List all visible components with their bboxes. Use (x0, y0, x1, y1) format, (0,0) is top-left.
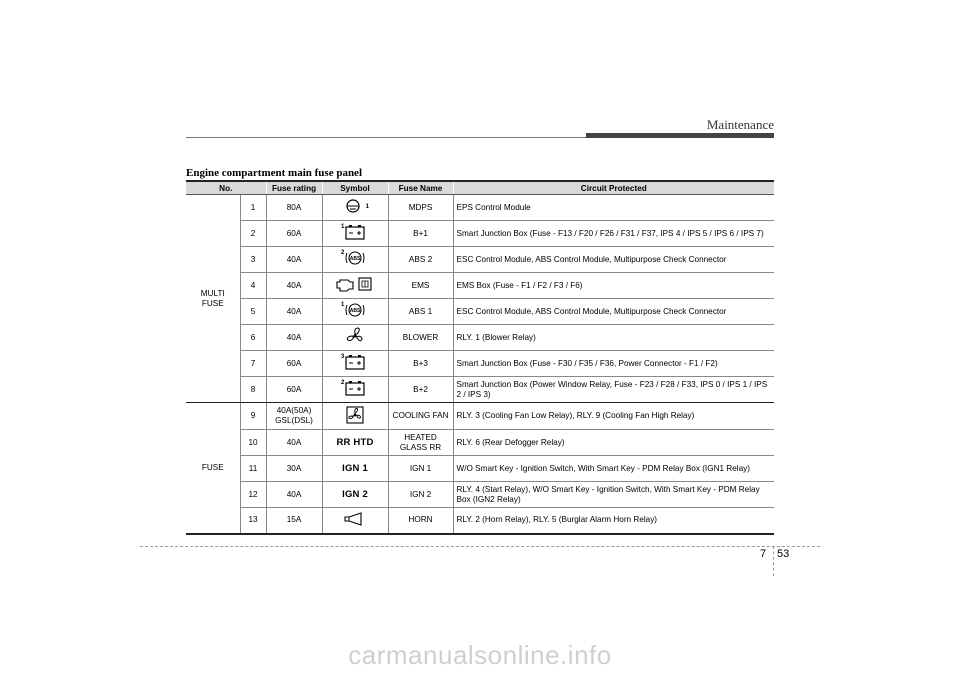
table-row (186, 430, 774, 456)
battery-icon (341, 354, 366, 370)
table-row (186, 325, 774, 351)
fuse-no: 10 (240, 430, 266, 456)
fuse-name: B+2 (388, 377, 453, 403)
table-row (186, 299, 774, 325)
horn-icon (342, 511, 368, 527)
fuse-rating: 40A(50A) GSL(DSL) (266, 403, 322, 430)
fuse-rating: 80A (266, 195, 322, 221)
symbol-superscript: 3 (341, 354, 345, 360)
engine-icon (335, 276, 375, 292)
symbol-superscript: 1 (341, 302, 345, 308)
fuse-symbol (322, 508, 388, 534)
table-row (186, 221, 774, 247)
fuse-name: HORN (388, 508, 453, 534)
fuse-rating: 60A (266, 377, 322, 403)
fuse-no: 12 (240, 482, 266, 508)
fuse-rating: 60A (266, 351, 322, 377)
fuse-no: 11 (240, 456, 266, 482)
fuse-no: 4 (240, 273, 266, 299)
table-header-row (186, 181, 774, 195)
circuit-protected: Smart Junction Box (Fuse - F30 / F35 / F36, Power Connector - F1 / F2) (453, 351, 774, 377)
fuse-name: IGN 2 (388, 482, 453, 508)
table-row (186, 195, 774, 221)
fuse-rating: 40A (266, 299, 322, 325)
svg-text:ABS: ABS (349, 256, 361, 262)
fuse-symbol (322, 456, 388, 482)
table-row (186, 377, 774, 403)
fuse-symbol (322, 273, 388, 299)
fuse-name: B+3 (388, 351, 453, 377)
fuse-rating: 15A (266, 508, 322, 534)
fuse-no: 13 (240, 508, 266, 534)
fuse-rating: 40A (266, 482, 322, 508)
fuse-symbol (322, 403, 388, 430)
circuit-protected: Smart Junction Box (Power Window Relay, Fuse - F23 / F28 / F33, IPS 0 / IPS 1 / IPS 2 / IPS 3) (453, 377, 774, 403)
fuse-name: ABS 1 (388, 299, 453, 325)
fuse-no: 5 (240, 299, 266, 325)
group-label-fuse: FUSE (186, 403, 240, 534)
circuit-protected: RLY. 3 (Cooling Fan Low Relay), RLY. 9 (Cooling Fan High Relay) (453, 403, 774, 430)
battery-icon (341, 380, 366, 396)
circuit-protected: W/O Smart Key - Ignition Switch, With Smart Key - PDM Relay Box (IGN1 Relay) (453, 456, 774, 482)
fuse-name: IGN 1 (388, 456, 453, 482)
footer-divider (773, 546, 774, 576)
header-fuse-rating: Fuse rating (266, 181, 322, 195)
table-row (186, 273, 774, 299)
fuse-symbol (322, 325, 388, 351)
fuse-rating: 40A (266, 325, 322, 351)
fuse-name: EMS (388, 273, 453, 299)
header-circuit-protected: Circuit Protected (453, 181, 774, 195)
header-rule-accent (586, 133, 774, 138)
circuit-protected: EPS Control Module (453, 195, 774, 221)
chapter-number: 7 (760, 548, 767, 560)
ign2-label: IGN 2 (342, 488, 368, 500)
fuse-no: 1 (240, 195, 266, 221)
header-symbol: Symbol (322, 181, 388, 195)
fuse-symbol (322, 482, 388, 508)
fuse-symbol (322, 221, 388, 247)
table-row (186, 508, 774, 534)
header-fuse-name: Fuse Name (388, 181, 453, 195)
circuit-protected: Smart Junction Box (Fuse - F13 / F20 / F26 / F31 / F37, IPS 4 / IPS 5 / IPS 6 / IPS 7) (453, 221, 774, 247)
fuse-symbol (322, 430, 388, 456)
circuit-protected: RLY. 6 (Rear Defogger Relay) (453, 430, 774, 456)
fuse-name: BLOWER (388, 325, 453, 351)
circuit-protected: ESC Control Module, ABS Control Module, Multipurpose Check Connector (453, 299, 774, 325)
watermark: carmanualsonline.info (348, 640, 612, 670)
fuse-no: 8 (240, 377, 266, 403)
svg-text:ABS: ABS (349, 308, 361, 314)
table-row (186, 351, 774, 377)
fuse-table (186, 180, 774, 535)
symbol-superscript: 2 (341, 250, 345, 256)
circuit-protected: ESC Control Module, ABS Control Module, Multipurpose Check Connector (453, 247, 774, 273)
table-row (186, 482, 774, 508)
fuse-name: ABS 2 (388, 247, 453, 273)
abs-icon (341, 250, 366, 266)
battery-icon (341, 224, 366, 240)
fuse-symbol (322, 377, 388, 403)
fuse-no: 9 (240, 403, 266, 430)
fuse-no: 6 (240, 325, 266, 351)
fuse-symbol (322, 195, 388, 221)
section-header-title: Maintenance (706, 117, 774, 132)
fuse-rating: 40A (266, 430, 322, 456)
cooling-fan-icon (345, 405, 365, 425)
ign1-label: IGN 1 (342, 462, 368, 474)
header-rule (186, 137, 586, 138)
group-label-multi-fuse: MULTI FUSE (186, 195, 240, 403)
fuse-name: MDPS (388, 195, 453, 221)
circuit-protected: RLY. 1 (Blower Relay) (453, 325, 774, 351)
fuse-symbol (322, 247, 388, 273)
table-row (186, 403, 774, 430)
symbol-superscript: 1 (341, 224, 345, 230)
symbol-superscript: 1 (365, 204, 370, 210)
footer-rule (140, 546, 820, 547)
fuse-rating: 40A (266, 273, 322, 299)
fan-icon (345, 327, 365, 345)
fuse-name: COOLING FAN (388, 403, 453, 430)
table-row (186, 247, 774, 273)
circuit-protected: RLY. 2 (Horn Relay), RLY. 5 (Burglar Alarm Horn Relay) (453, 508, 774, 534)
fuse-no: 3 (240, 247, 266, 273)
fuse-name: HEATED GLASS RR (388, 430, 453, 456)
fuse-no: 7 (240, 351, 266, 377)
fuse-name: B+1 (388, 221, 453, 247)
fuse-rating: 40A (266, 247, 322, 273)
fuse-rating: 30A (266, 456, 322, 482)
rr-htd-label: RR HTD (336, 436, 374, 448)
circuit-protected: EMS Box (Fuse - F1 / F2 / F3 / F6) (453, 273, 774, 299)
table-row (186, 456, 774, 482)
eps-icon (341, 198, 369, 214)
fuse-symbol (322, 351, 388, 377)
circuit-protected: RLY. 4 (Start Relay), W/O Smart Key - Ignition Switch, With Smart Key - PDM Relay Box (IGN2 Relay) (453, 482, 774, 508)
fuse-no: 2 (240, 221, 266, 247)
page-number: 53 (777, 548, 790, 560)
fuse-symbol (322, 299, 388, 325)
fuse-rating: 60A (266, 221, 322, 247)
abs-icon (341, 302, 366, 318)
page-title: Engine compartment main fuse panel (186, 167, 362, 179)
symbol-superscript: 2 (341, 380, 345, 386)
header-no: No. (186, 181, 266, 195)
